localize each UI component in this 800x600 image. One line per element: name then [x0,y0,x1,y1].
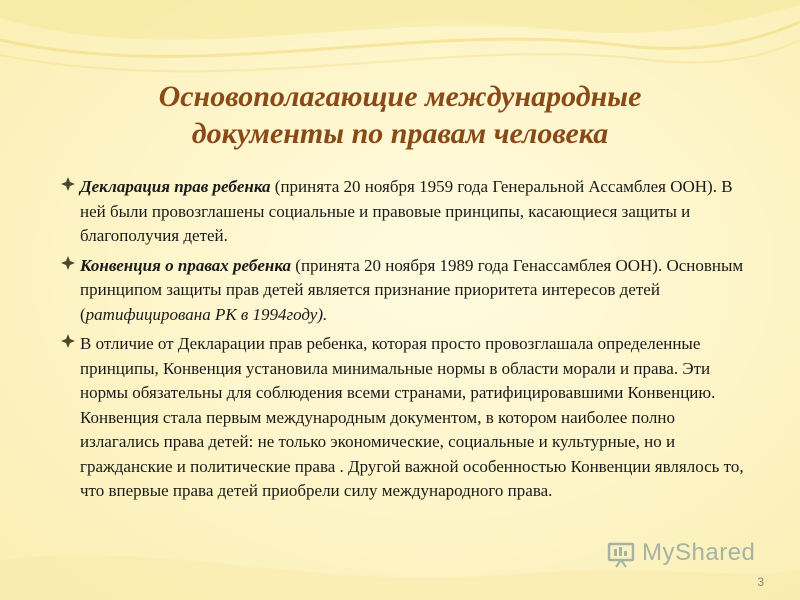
bullet-item [58,254,748,328]
slide-content [58,175,748,509]
myshared-watermark [606,536,766,570]
title-line-2: документы по правам человека [191,117,609,150]
bullet-text: (принята 20 ноября 1959 года Генеральной Ассамблея ООН). В ней были провозглашены социальные и правовые принципы, касающиеся защиты и благополучия детей. [80,177,733,245]
bullet-item [58,175,748,249]
bullet-term: Конвенция о правах ребенка [80,255,292,275]
bullet-italic-note: ратифицирована РК в 1994году). [85,304,328,324]
diamond-bullet-icon [61,256,75,270]
bullet-text: (принята 20 ноября 1989 года Генассамблея ООН). Основным принципом защиты прав детей является признание приоритета интересов детей ( [80,255,744,324]
bullet-term: Декларация прав ребенка [80,177,271,196]
page-number: 3 [757,575,764,589]
diamond-bullet-icon [61,334,75,348]
title-line-1: Основополагающие международные [158,80,642,113]
bullet-item [58,332,748,504]
watermark-text: MyShared [642,539,756,566]
diamond-bullet-icon [61,177,75,191]
bullet-text: В отличие от Декларации прав ребенка, которая просто провозглашала определенные принципы, Конвенция установила минимальные нормы в области морали и права. Эти нормы обязательны для соблюдения всеми странами, ратифицировавшими Конвенцию. Конвенция стала первым международным документом, в котором наиболее полно излагались права детей: не только экономические, социальные и культурные, но и гражданские и политические права . Другой важной особенностью Конвенции являлось то, что впервые права детей приобрели силу международного права. [80,334,744,500]
presentation-board-icon [606,538,636,568]
slide-title [40,78,760,152]
